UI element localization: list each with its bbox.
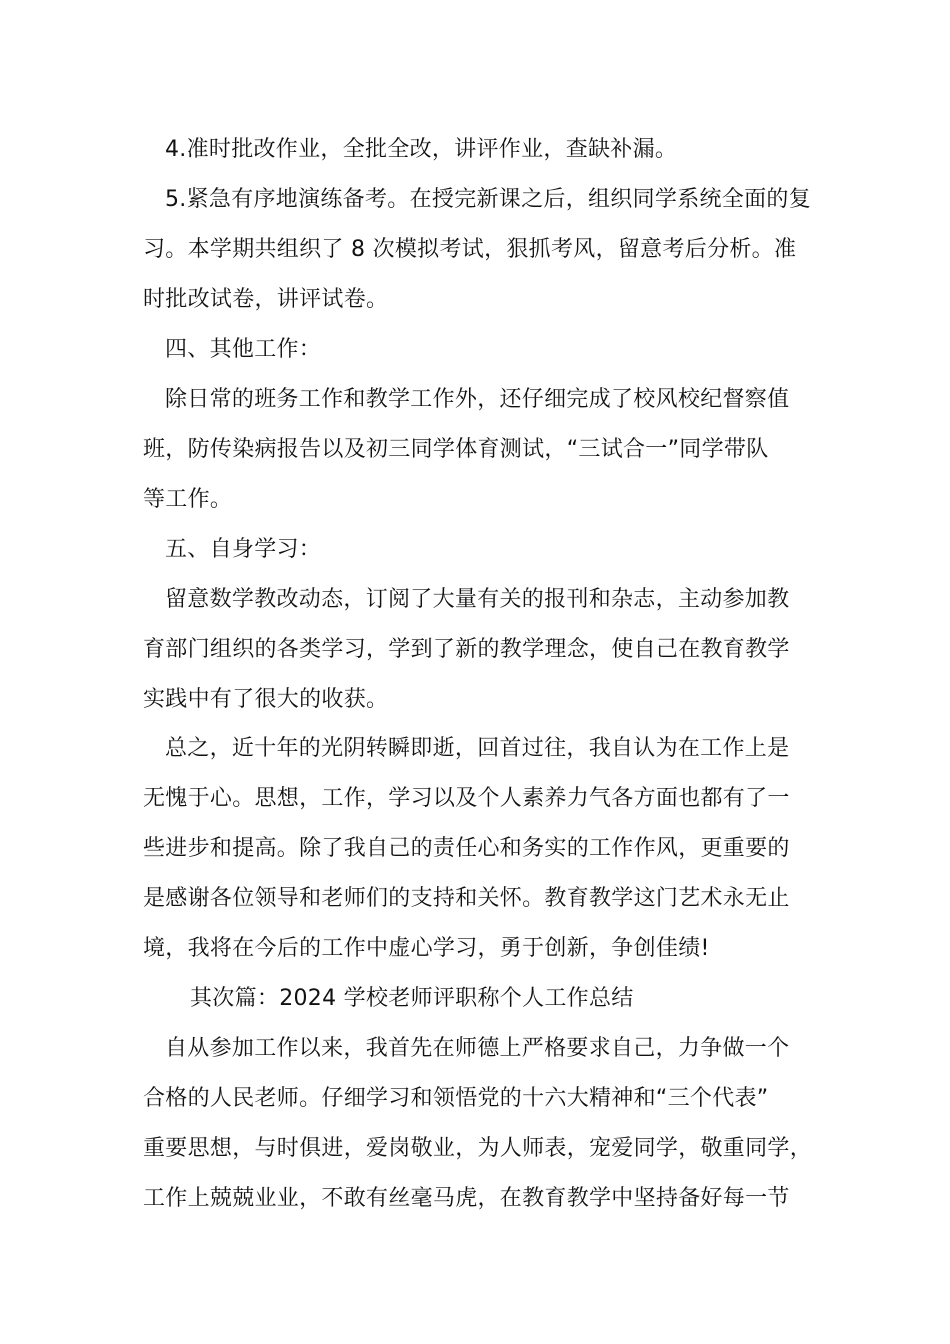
paragraph-line: 工作上兢兢业业，不敢有丝毫马虎，在教育教学中坚持备好每一节 xyxy=(143,1186,790,1211)
paragraph-line: 境，我将在今后的工作中虚心学习，勇于创新，争创佳绩! xyxy=(143,936,710,961)
paragraph-line: 重要思想，与时俱进，爱岗敬业，为人师表，宠爱同学，敬重同学， xyxy=(143,1136,813,1161)
paragraph-line: 些进步和提高。除了我自己的责任心和务实的工作作风，更重要的 xyxy=(143,836,790,861)
section-heading: 四、其他工作： xyxy=(165,337,322,362)
paragraph-line: 实践中有了很大的收获。 xyxy=(143,687,389,712)
paragraph-line: 总之，近十年的光阴转瞬即逝，回首过往，我自认为在工作上是 xyxy=(165,736,790,761)
section-heading: 五、自身学习： xyxy=(165,537,322,562)
article-title: 其次篇：2024 学校老师评职称个人工作总结 xyxy=(190,986,634,1011)
paragraph-line: 育部门组织的各类学习，学到了新的教学理念，使自己在教育教学 xyxy=(143,637,790,662)
paragraph-line: 时批改试卷，讲评试卷。 xyxy=(143,287,389,312)
paragraph-line: 除日常的班务工作和教学工作外，还仔细完成了校风校纪督察值 xyxy=(165,387,790,412)
paragraph-line: 无愧于心。思想，工作，学习以及个人素养力气各方面也都有了一 xyxy=(143,786,790,811)
paragraph-line: 班，防传染病报告以及初三同学体育测试，“三试合一”同学带队 xyxy=(143,437,769,462)
paragraph-line: 是感谢各位领导和老师们的支持和关怀。教育教学这门艺术永无止 xyxy=(143,886,790,911)
paragraph-line: 留意数学教改动态，订阅了大量有关的报刊和杂志，主动参加教 xyxy=(165,587,790,612)
paragraph-line: 自从参加工作以来，我首先在师德上严格要求自己，力争做一个 xyxy=(165,1036,790,1061)
paragraph-line: 4.准时批改作业，全批全改，讲评作业，查缺补漏。 xyxy=(165,137,678,162)
paragraph-line: 等工作。 xyxy=(143,487,233,512)
paragraph-line: 习。本学期共组织了 8 次模拟考试，狠抓考风，留意考后分析。准 xyxy=(143,237,797,262)
paragraph-line: 合格的人民老师。仔细学习和领悟党的十六大精神和“三个代表” xyxy=(143,1086,769,1111)
paragraph-line: 5.紧急有序地演练备考。在授完新课之后，组织同学系统全面的复 xyxy=(165,187,811,212)
